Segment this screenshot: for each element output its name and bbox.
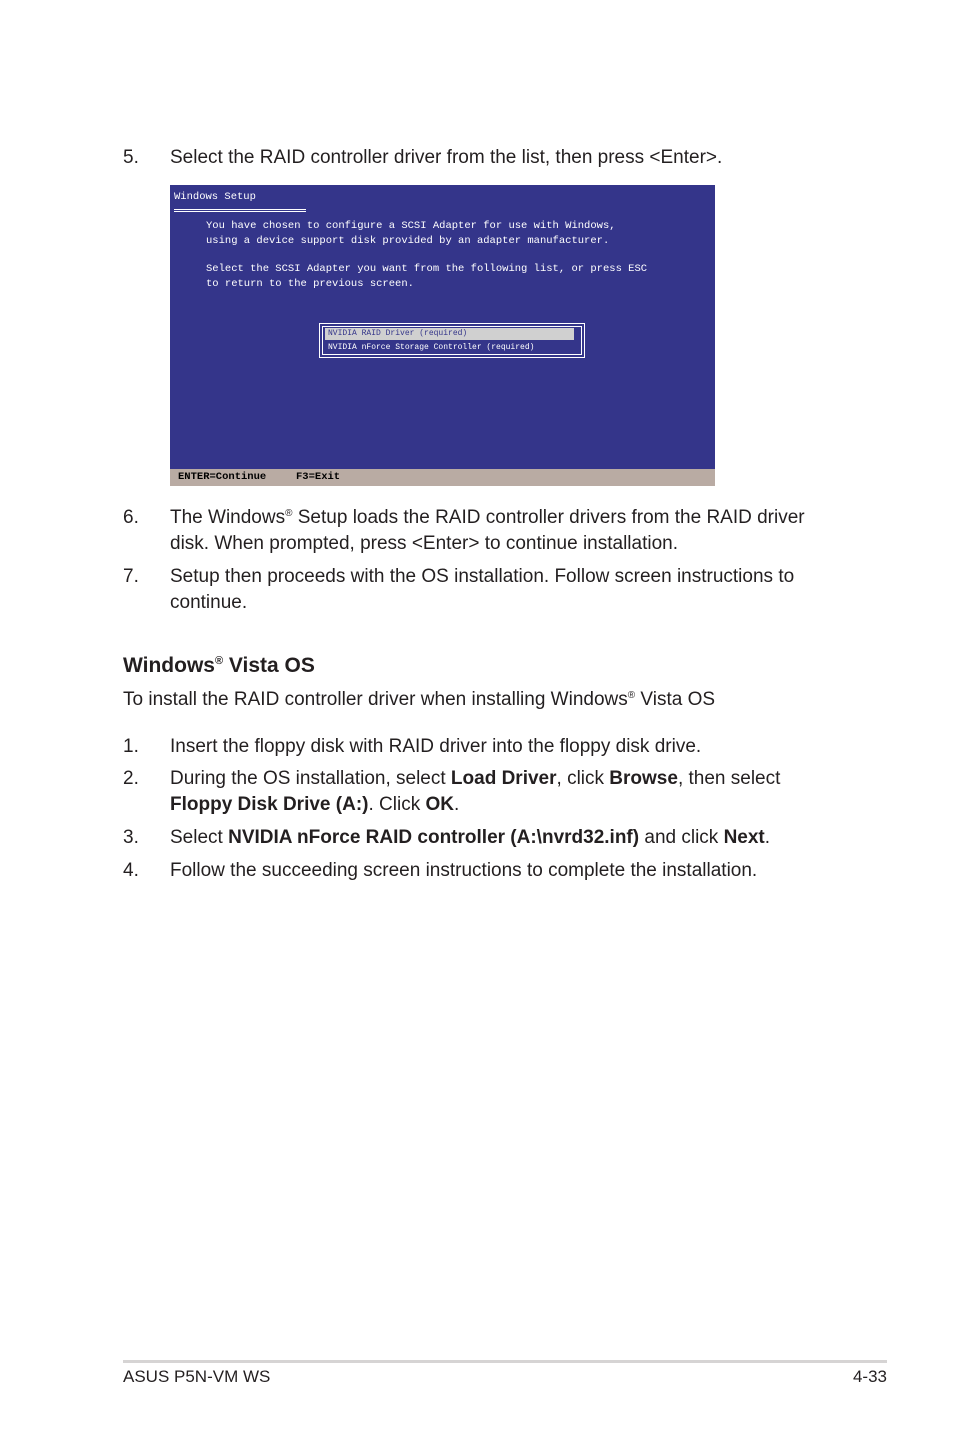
step-number: 7.: [123, 566, 139, 587]
step-number: 4.: [123, 860, 139, 881]
title-underline: [174, 209, 306, 212]
setup-text-line: Select the SCSI Adapter you want from the following list, or press ESC: [206, 263, 648, 275]
text-run: , then select: [677, 768, 781, 789]
footer-product-name: ASUS P5N-VM WS: [123, 1367, 271, 1386]
text-run: and click: [639, 827, 724, 848]
f3-exit-key[interactable]: F3=Exit: [296, 471, 341, 483]
bold-term: Next: [723, 827, 765, 848]
step-number: 6.: [123, 507, 139, 528]
bold-term: NVIDIA nForce RAID controller (A:\nvrd32.inf): [228, 827, 640, 848]
vista-step-1: [123, 734, 843, 760]
registered-mark: ®: [627, 690, 636, 701]
vista-step-2: [123, 766, 843, 818]
vista-step-3: [123, 825, 843, 851]
bold-term: Floppy Disk Drive (A:): [170, 794, 369, 815]
text-run: .: [453, 794, 460, 815]
text-run: . Click: [368, 794, 426, 815]
vista-step-4: [123, 858, 843, 884]
step-6: [123, 505, 843, 557]
text-run: , click: [556, 768, 610, 789]
step-7: [123, 564, 843, 616]
step-text: [170, 825, 843, 851]
bold-term: OK: [425, 794, 454, 815]
registered-mark: ®: [214, 655, 224, 667]
bold-term: Browse: [609, 768, 678, 789]
step-number: 1.: [123, 736, 139, 757]
text-run: .: [764, 827, 771, 848]
setup-title: Windows Setup: [174, 191, 256, 203]
setup-text-line: You have chosen to configure a SCSI Adapter for use with Windows,: [206, 220, 616, 232]
list-item-nvidia-storage-controller[interactable]: NVIDIA nForce Storage Controller (required): [328, 343, 535, 352]
text-run: The Windows: [170, 507, 286, 528]
text-run: Select: [170, 827, 229, 848]
heading-text: Windows: [123, 654, 215, 677]
text-run: During the OS installation, select: [170, 768, 451, 789]
heading-text: Vista OS: [223, 654, 315, 677]
status-bar: [170, 469, 715, 486]
step-text: Insert the floppy disk with RAID driver into the floppy disk drive.: [170, 736, 702, 757]
bold-term: Load Driver: [450, 768, 557, 789]
footer-page-number: 4-33: [852, 1367, 887, 1386]
text-run: Setup loads the RAID controller drivers from the RAID driver disk. When prompted, press <Enter> to continue installation.: [170, 507, 805, 554]
intro-text: Vista OS: [635, 689, 716, 710]
intro-text: To install the RAID controller driver when installing Windows: [123, 689, 628, 710]
enter-continue-key[interactable]: ENTER=Continue: [178, 471, 267, 483]
step-text: [170, 505, 843, 557]
section-intro: [123, 687, 715, 713]
step-5: [123, 145, 843, 171]
step-text: Setup then proceeds with the OS installation. Follow screen instructions to continue.: [170, 566, 795, 613]
adapter-listbox[interactable]: [319, 323, 585, 358]
step-text: Select the RAID controller driver from the list, then press <Enter>.: [170, 147, 723, 168]
windows-setup-screen: [170, 185, 715, 486]
registered-mark: ®: [285, 508, 293, 519]
section-heading: [123, 652, 315, 680]
list-item-nvidia-raid-driver[interactable]: NVIDIA RAID Driver (required): [325, 328, 574, 340]
setup-text-line: using a device support disk provided by an adapter manufacturer.: [206, 235, 610, 247]
footer-rule: [123, 1360, 887, 1363]
setup-text-line: to return to the previous screen.: [206, 278, 414, 290]
step-number: 2.: [123, 768, 139, 789]
step-text: Follow the succeeding screen instructions to complete the installation.: [170, 860, 758, 881]
step-number: 5.: [123, 147, 139, 168]
step-number: 3.: [123, 827, 139, 848]
step-text: [170, 766, 843, 818]
